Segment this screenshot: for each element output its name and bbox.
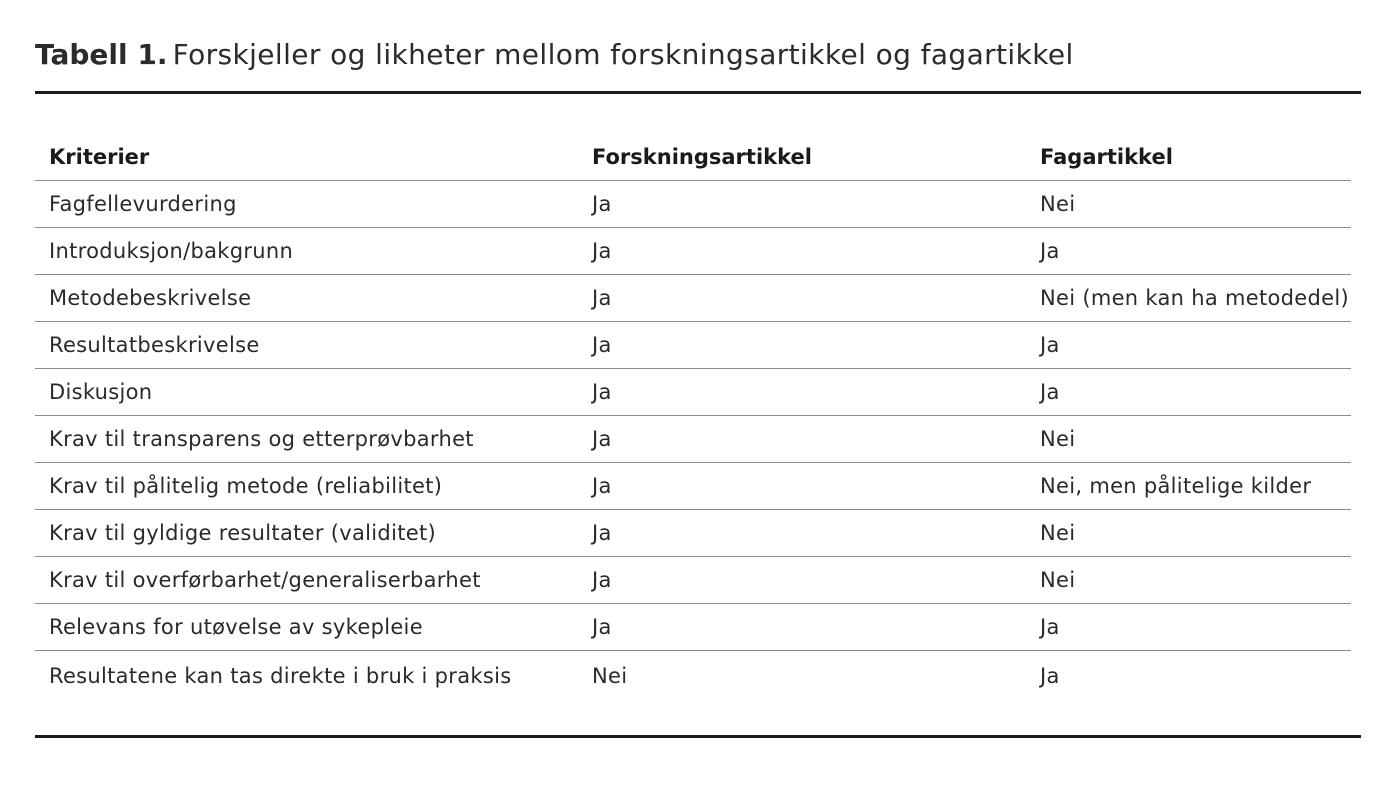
- research-cell: Ja: [578, 604, 1026, 651]
- criteria-cell: Diskusjon: [35, 369, 578, 416]
- professional-cell: Nei: [1026, 557, 1351, 604]
- table-row: [35, 510, 1351, 557]
- table-row: [35, 604, 1351, 651]
- research-cell: Ja: [578, 369, 1026, 416]
- bottom-rule: [35, 735, 1361, 738]
- table-row: [35, 228, 1351, 275]
- table-row: [35, 275, 1351, 322]
- table-row: [35, 322, 1351, 369]
- table-row: [35, 463, 1351, 510]
- table-number: Tabell 1.: [35, 38, 168, 71]
- table-row: [35, 181, 1351, 228]
- table-row: [35, 369, 1351, 416]
- research-cell: Ja: [578, 275, 1026, 322]
- criteria-cell: Introduksjon/bakgrunn: [35, 228, 578, 275]
- professional-cell: Nei, men pålitelige kilder: [1026, 463, 1351, 510]
- research-cell: Nei: [592, 664, 628, 688]
- research-cell: Ja: [578, 322, 1026, 369]
- professional-cell: Ja: [1026, 369, 1351, 416]
- professional-cell: Nei (men kan ha metodedel): [1026, 275, 1351, 322]
- research-cell: Ja: [578, 557, 1026, 604]
- professional-cell: Nei: [1026, 416, 1351, 463]
- header-professional-article: Fagartikkel: [1026, 133, 1351, 181]
- research-cell: Ja: [578, 463, 1026, 510]
- table-row: [35, 651, 1351, 702]
- research-cell: Ja: [578, 228, 1026, 275]
- table-row: [35, 416, 1351, 463]
- research-cell: Ja: [578, 510, 1026, 557]
- professional-cell: Ja: [1026, 604, 1351, 651]
- table-caption: [35, 38, 1360, 80]
- research-cell: Ja: [578, 181, 1026, 228]
- criteria-cell: Resultatbeskrivelse: [35, 322, 578, 369]
- criteria-cell: Krav til transparens og etterprøvbarhet: [35, 416, 578, 463]
- criteria-cell: Krav til overførbarhet/generaliserbarhet: [35, 557, 578, 604]
- criteria-cell: Krav til gyldige resultater (validitet): [35, 510, 578, 557]
- criteria-cell: Resultatene kan tas direkte i bruk i praksis: [49, 664, 512, 688]
- header-research-article: Forskningsartikkel: [578, 133, 1026, 181]
- professional-cell: Ja: [1026, 322, 1351, 369]
- header-row: [35, 133, 1351, 181]
- table-row: [35, 557, 1351, 604]
- research-cell: Ja: [578, 416, 1026, 463]
- criteria-cell: Krav til pålitelig metode (reliabilitet): [35, 463, 578, 510]
- professional-cell: Nei: [1026, 510, 1351, 557]
- top-rule: [35, 91, 1361, 94]
- table-title: Forskjeller og likheter mellom forskningsartikkel og fagartikkel: [172, 38, 1074, 71]
- header-criteria: Kriterier: [35, 133, 578, 181]
- criteria-cell: Fagfellevurdering: [35, 181, 578, 228]
- professional-cell: Ja: [1026, 228, 1351, 275]
- comparison-table: [35, 133, 1351, 701]
- professional-cell: Nei: [1026, 181, 1351, 228]
- criteria-cell: Relevans for utøvelse av sykepleie: [35, 604, 578, 651]
- criteria-cell: Metodebeskrivelse: [35, 275, 578, 322]
- professional-cell: Ja: [1040, 664, 1060, 688]
